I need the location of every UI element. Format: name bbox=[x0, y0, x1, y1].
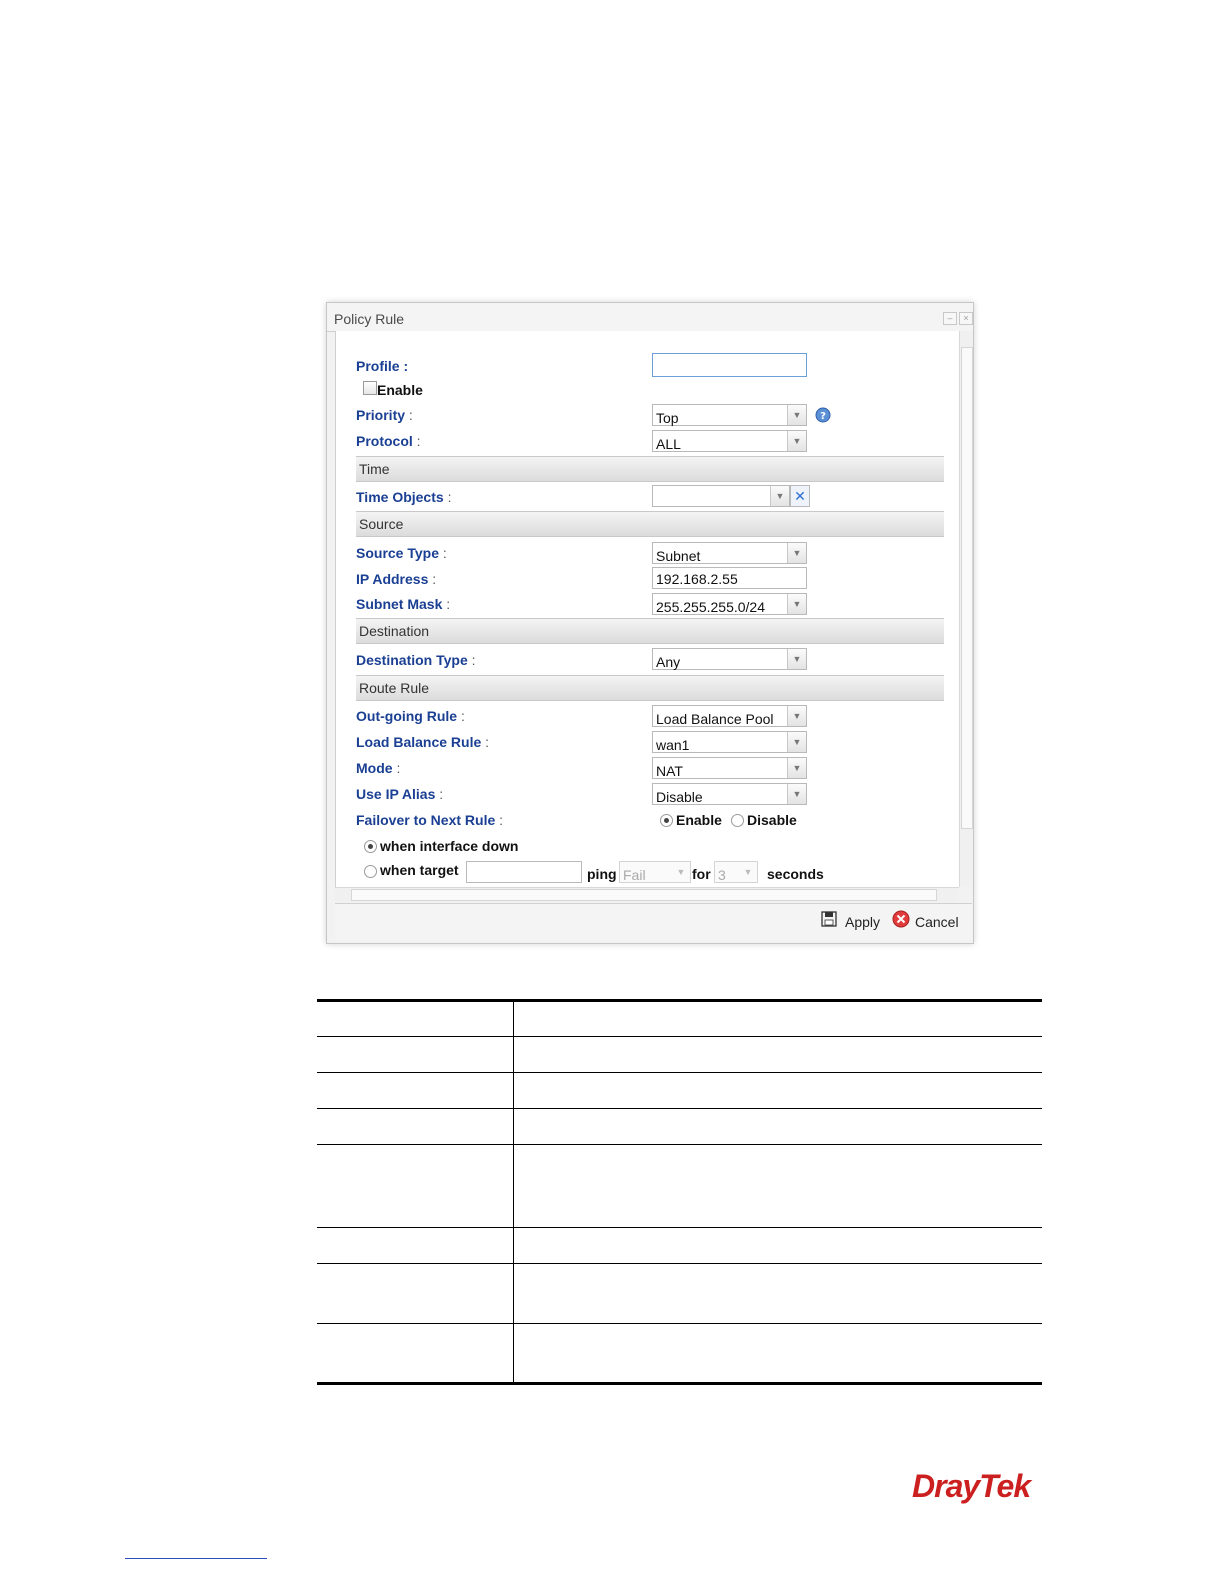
priority-select[interactable]: Top ▼ bbox=[652, 404, 807, 426]
apply-button[interactable]: Apply bbox=[845, 914, 881, 930]
dropdown-arrow-icon: ▼ bbox=[787, 543, 806, 563]
profile-label: Profile : bbox=[356, 358, 409, 374]
table-rule bbox=[317, 1036, 1042, 1037]
vertical-scroll-thumb[interactable] bbox=[961, 347, 973, 829]
table-column-divider bbox=[513, 999, 514, 1385]
failover-enable-label: Enable bbox=[676, 812, 722, 828]
table-rule bbox=[317, 1072, 1042, 1073]
protocol-select[interactable]: ALL ▼ bbox=[652, 430, 807, 452]
outgoing-rule-label: Out-going Rule : bbox=[356, 708, 465, 724]
use-ip-alias-label: Use IP Alias : bbox=[356, 786, 444, 802]
subnet-mask-select[interactable]: 255.255.255.0/24 ▼ bbox=[652, 593, 807, 615]
dialog-title: Policy Rule bbox=[334, 311, 405, 327]
dropdown-arrow-icon: ▼ bbox=[676, 867, 686, 877]
enable-checkbox[interactable] bbox=[363, 381, 377, 395]
dropdown-arrow-icon: ▼ bbox=[787, 758, 806, 778]
section-source: Source bbox=[356, 511, 944, 537]
dropdown-arrow-icon: ▼ bbox=[743, 867, 753, 877]
dropdown-arrow-icon: ▼ bbox=[787, 706, 806, 726]
section-route-rule: Route Rule bbox=[356, 675, 944, 701]
table-rule bbox=[317, 1323, 1042, 1324]
when-interface-down-label: when interface down bbox=[380, 838, 519, 854]
dropdown-arrow-icon: ▼ bbox=[787, 405, 806, 425]
vertical-scrollbar[interactable] bbox=[959, 331, 973, 887]
load-balance-rule-label: Load Balance Rule : bbox=[356, 734, 490, 750]
use-ip-alias-select[interactable]: Disable ▼ bbox=[652, 783, 807, 805]
svg-text:?: ? bbox=[820, 411, 826, 422]
section-destination: Destination bbox=[356, 618, 944, 644]
for-label: for bbox=[692, 866, 711, 882]
target-input[interactable] bbox=[466, 861, 582, 883]
ip-address-input[interactable]: 192.168.2.55 bbox=[652, 567, 807, 589]
load-balance-rule-select[interactable]: wan1 ▼ bbox=[652, 731, 807, 753]
for-select[interactable]: 3 ▼ bbox=[714, 861, 758, 883]
time-objects-label: Time Objects : bbox=[356, 489, 452, 505]
when-target-radio[interactable] bbox=[364, 865, 377, 878]
failover-disable-label: Disable bbox=[747, 812, 797, 828]
failover-label: Failover to Next Rule : bbox=[356, 812, 504, 828]
dropdown-arrow-icon: ▼ bbox=[787, 784, 806, 804]
enable-label: Enable bbox=[377, 382, 423, 398]
description-table bbox=[317, 999, 1042, 1385]
destination-type-label: Destination Type : bbox=[356, 652, 476, 668]
table-rule bbox=[317, 1144, 1042, 1145]
subnet-mask-label: Subnet Mask : bbox=[356, 596, 451, 612]
table-rule bbox=[317, 1108, 1042, 1109]
dropdown-arrow-icon: ▼ bbox=[770, 486, 789, 506]
clear-icon[interactable]: ✕ bbox=[790, 485, 810, 507]
close-icon[interactable]: × bbox=[959, 312, 973, 325]
help-icon[interactable] bbox=[815, 407, 831, 423]
protocol-label: Protocol : bbox=[356, 433, 421, 449]
footer-link-line bbox=[125, 1558, 267, 1559]
draytek-logo: DrayTek bbox=[912, 1468, 1031, 1504]
priority-label: Priority : bbox=[356, 407, 413, 423]
dialog-content bbox=[335, 331, 960, 887]
time-objects-select[interactable] bbox=[652, 485, 790, 507]
outgoing-rule-select[interactable]: Load Balance Pool ▼ bbox=[652, 705, 807, 727]
horizontal-scroll-thumb[interactable] bbox=[351, 889, 937, 901]
dropdown-arrow-icon: ▼ bbox=[787, 594, 806, 614]
ip-address-label: IP Address : bbox=[356, 571, 437, 587]
failover-enable-radio[interactable] bbox=[660, 814, 673, 827]
ping-select[interactable]: Fail ▼ bbox=[619, 861, 691, 883]
horizontal-scrollbar[interactable] bbox=[335, 887, 959, 902]
dialog-titlebar bbox=[327, 303, 973, 332]
save-icon[interactable] bbox=[821, 911, 837, 927]
mode-select[interactable]: NAT ▼ bbox=[652, 757, 807, 779]
seconds-label: seconds bbox=[767, 866, 824, 882]
dropdown-arrow-icon: ▼ bbox=[787, 732, 806, 752]
policy-rule-dialog bbox=[326, 302, 974, 944]
profile-input[interactable] bbox=[652, 353, 807, 377]
dropdown-arrow-icon: ▼ bbox=[787, 431, 806, 451]
failover-disable-radio[interactable] bbox=[731, 814, 744, 827]
cancel-icon[interactable] bbox=[892, 910, 910, 928]
mode-label: Mode : bbox=[356, 760, 401, 776]
source-type-label: Source Type : bbox=[356, 545, 447, 561]
section-time: Time bbox=[356, 456, 944, 482]
source-type-select[interactable]: Subnet ▼ bbox=[652, 542, 807, 564]
dialog-footer bbox=[335, 903, 972, 940]
table-rule bbox=[317, 1263, 1042, 1264]
cancel-button[interactable]: Cancel bbox=[915, 914, 959, 930]
dropdown-arrow-icon: ▼ bbox=[787, 649, 806, 669]
table-rule bbox=[317, 999, 1042, 1002]
table-rule bbox=[317, 1227, 1042, 1228]
destination-type-select[interactable]: Any ▼ bbox=[652, 648, 807, 670]
ping-label: ping bbox=[587, 866, 617, 882]
when-interface-down-radio[interactable] bbox=[364, 840, 377, 853]
table-rule bbox=[317, 1382, 1042, 1385]
when-target-label: when target bbox=[380, 862, 459, 878]
minimize-icon[interactable]: – bbox=[943, 312, 957, 325]
